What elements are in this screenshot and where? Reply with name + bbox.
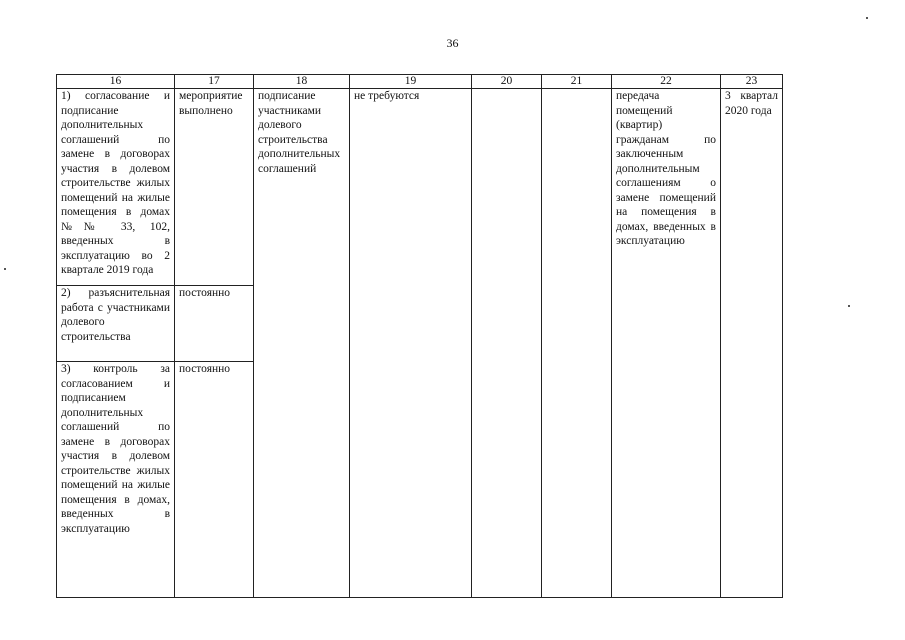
column-header-21: 21: [542, 75, 612, 89]
measures-table: [56, 74, 783, 598]
empty-cell-20: [472, 89, 542, 598]
measure-cell: 1) согласование и подписание дополнительных соглашений по замене в договорах участия в долевом строительстве жилых помещений на жилые помещения в домах №№ 33, 102, введенных в эксплуатацию во 2 квартале 2019 года: [57, 89, 175, 286]
scan-mark: [866, 17, 868, 19]
status-cell: постоянно: [175, 362, 254, 598]
column-header-23: 23: [721, 75, 783, 89]
result-cell: подписание участниками долевого строительства дополнительных соглашений: [254, 89, 350, 598]
page-number: 36: [446, 36, 459, 50]
outcome-cell: передача помещений (квартир) гражданам по заключенным дополнительным соглашениям о замене помещений на помещения в домах, введенных в эксплуатацию: [612, 89, 721, 598]
scan-mark: [848, 305, 850, 307]
column-header-16: 16: [57, 75, 175, 89]
column-header-18: 18: [254, 75, 350, 89]
column-header-19: 19: [350, 75, 472, 89]
measure-cell: 2) разъяснительная работа с участниками долевого строительства: [57, 286, 175, 362]
table-row: [57, 89, 783, 286]
measure-cell: 3) контроль за согласованием и подписанием дополнительных соглашений по замене в договорах участия в долевом строительстве жилых помещений на жилые помещения в домах, введенных в эксплуатацию: [57, 362, 175, 598]
requirement-cell: не требуются: [350, 89, 472, 598]
status-cell: постоянно: [175, 286, 254, 362]
column-header-20: 20: [472, 75, 542, 89]
status-cell: мероприятие выполнено: [175, 89, 254, 286]
empty-cell-21: [542, 89, 612, 598]
column-header-17: 17: [175, 75, 254, 89]
deadline-cell: 3 квартал 2020 года: [721, 89, 783, 598]
scan-mark: [4, 268, 6, 270]
column-header-22: 22: [612, 75, 721, 89]
header-row: [57, 75, 783, 89]
